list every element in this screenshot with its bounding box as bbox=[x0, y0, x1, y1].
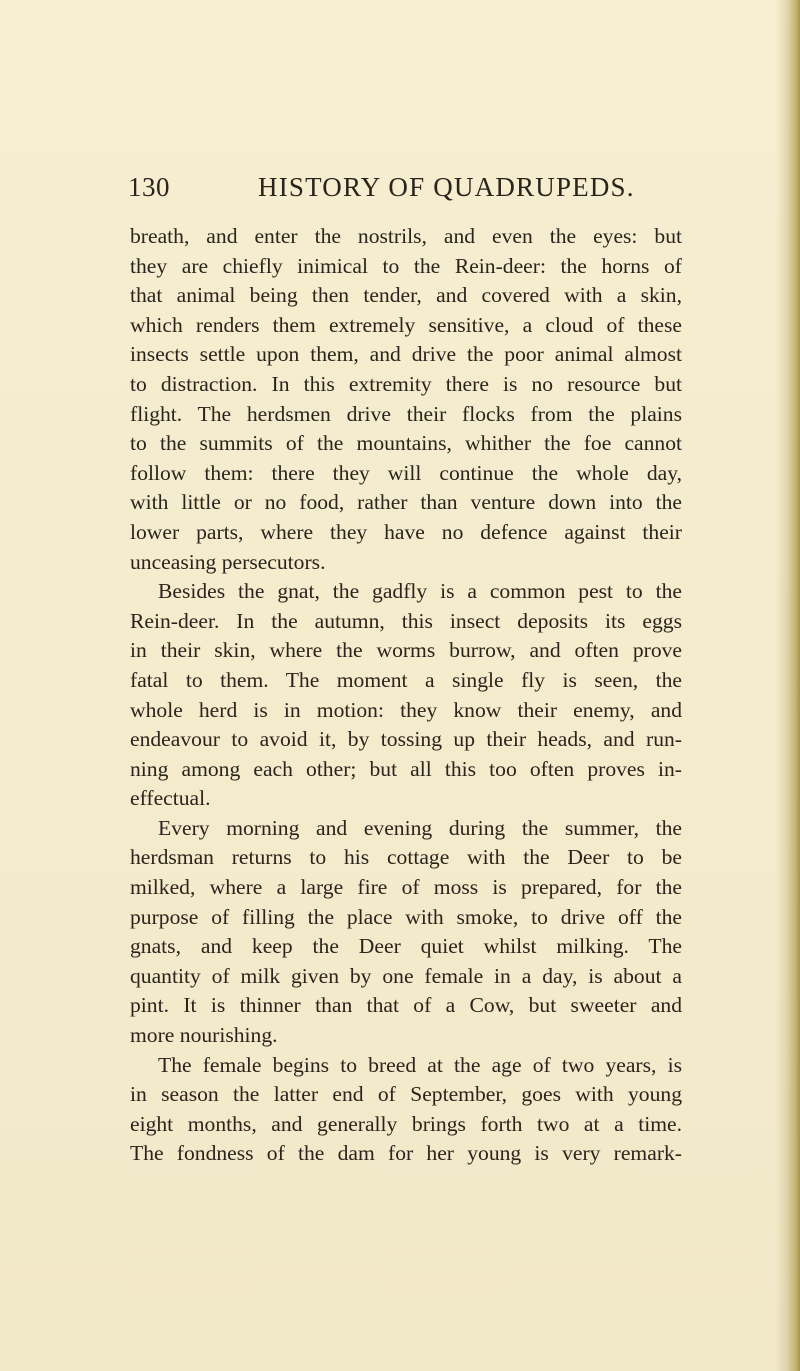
text-line: eight months, and generally brings forth two at a time. bbox=[130, 1111, 682, 1136]
page-edge-shading bbox=[788, 0, 800, 1371]
text-line: follow them: there they will continue the whole day, bbox=[130, 460, 682, 485]
text-line: The fondness of the dam for her young is very remark- bbox=[130, 1141, 682, 1166]
text-line: more nourishing. bbox=[130, 1023, 278, 1048]
text-line: insects settle upon them, and drive the poor animal almost bbox=[130, 342, 682, 367]
text-line: effectual. bbox=[130, 786, 211, 811]
text-line: Rein-deer. In the autumn, this insect deposits its eggs bbox=[130, 608, 682, 633]
text-line: flight. The herdsmen drive their flocks from the plains bbox=[130, 401, 682, 426]
text-line: to distraction. In this extremity there is no resource but bbox=[130, 371, 682, 396]
text-line: gnats, and keep the Deer quiet whilst milking. The bbox=[130, 934, 682, 959]
text-line: pint. It is thinner than that of a Cow, but sweeter and bbox=[130, 993, 682, 1018]
text-line: breath, and enter the nostrils, and even the eyes: but bbox=[130, 224, 682, 248]
text-line: purpose of filling the place with smoke, to drive off the bbox=[130, 904, 682, 929]
text-line: quantity of milk given by one female in a day, is about a bbox=[130, 963, 682, 988]
text-line: in their skin, where the worms burrow, and often prove bbox=[130, 638, 682, 663]
text-line: that animal being then tender, and covered with a skin, bbox=[130, 283, 682, 308]
text-line: Every morning and evening during the summer, the bbox=[158, 815, 682, 840]
running-title: HISTORY OF QUADRUPEDS. bbox=[258, 172, 635, 202]
text-line: with little or no food, rather than venture down into the bbox=[130, 490, 682, 515]
text-line: endeavour to avoid it, by tossing up their heads, and run- bbox=[130, 727, 682, 752]
body-text bbox=[130, 222, 682, 1169]
text-line: lower parts, where they have no defence against their bbox=[130, 519, 682, 544]
page-header bbox=[128, 172, 688, 212]
text-line: fatal to them. The moment a single fly is seen, the bbox=[130, 667, 682, 692]
text-line: whole herd is in motion: they know their enemy, and bbox=[130, 697, 682, 722]
text-line: they are chiefly inimical to the Rein-deer: the horns of bbox=[130, 253, 682, 278]
text-line: in season the latter end of September, goes with young bbox=[130, 1082, 682, 1107]
text-line: Besides the gnat, the gadfly is a common pest to the bbox=[158, 579, 682, 604]
text-line: unceasing persecutors. bbox=[130, 549, 326, 574]
text-line: herdsman returns to his cottage with the Deer to be bbox=[130, 845, 682, 870]
page-number: 130 bbox=[128, 172, 170, 202]
text-line: to the summits of the mountains, whither the foe cannot bbox=[130, 431, 682, 456]
text-line: ning among each other; but all this too often proves in- bbox=[130, 756, 682, 781]
text-line: The female begins to breed at the age of two years, is bbox=[158, 1052, 682, 1077]
text-line: which renders them extremely sensitive, a cloud of these bbox=[130, 312, 682, 337]
text-line: milked, where a large fire of moss is prepared, for the bbox=[130, 875, 682, 900]
